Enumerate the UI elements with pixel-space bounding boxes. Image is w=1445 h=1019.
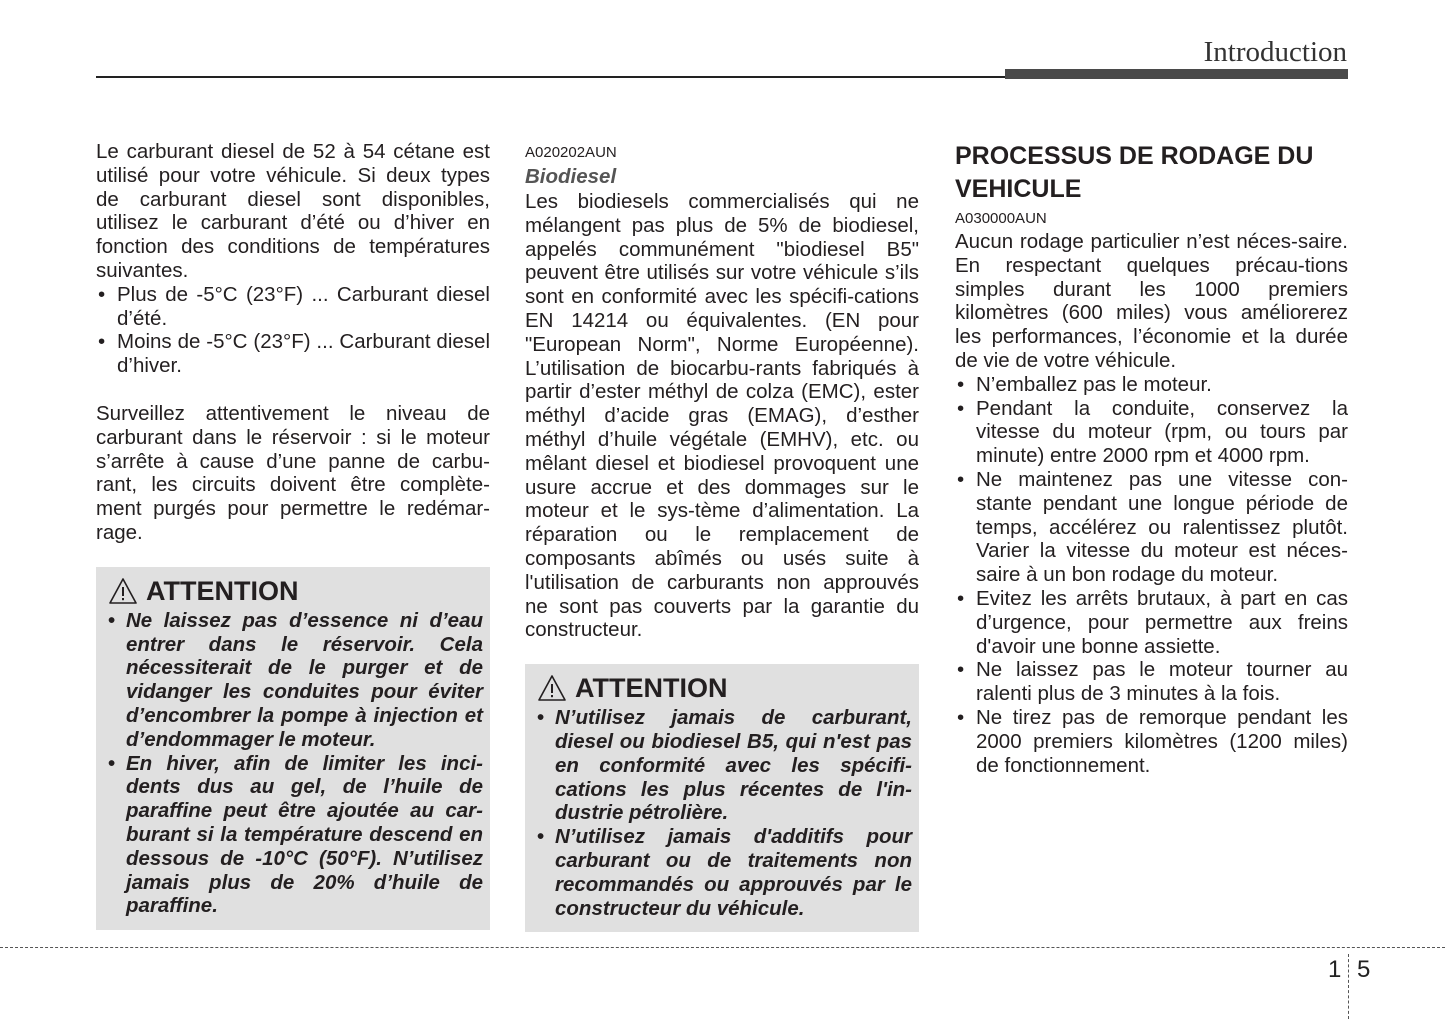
attention-title: ATTENTION: [575, 673, 728, 704]
list-item: • Ne maintenez pas une vitesse con-stante pendant une longue période de temps, accélérez ou ralentissez plutôt. Varier la vitesse du moteur est néces-saire à un bon rodage du moteur.: [955, 468, 1348, 587]
page-number-separator: [1348, 954, 1349, 1019]
column-3: [955, 140, 1348, 777]
attention-box-fuel: [96, 567, 490, 930]
reference-code: A030000AUN: [955, 210, 1047, 227]
column-2: [525, 140, 919, 932]
reference-code: A020202AUN: [525, 144, 617, 161]
fuel-level-paragraph: Surveillez attentivement le niveau de carburant dans le réservoir : si le moteur s’arrête à cause d’une panne de carbu-rant, les circuits doivent être complète-ment purgés pour permettre le redémar-rage.: [96, 401, 490, 544]
list-item: • N’emballez pas le moteur.: [955, 373, 1348, 397]
list-item: • Moins de -5°C (23°F) ... Carburant diesel d’hiver.: [96, 330, 490, 378]
break-in-list: [955, 373, 1348, 778]
biodiesel-paragraph: Les biodiesels commercialisés qui ne mélangent pas plus de 5% de biodiesel, appelés communément "biodiesel B5" peuvent être utilisés sur votre véhicule s’ils sont en conformité avec les spécifi-cations EN 14214 ou équivalentes. (EN pour "European Norm", Norme Européenne). L’utilisation de biocarbu-rants fabriqués à partir d’ester méthyl de colza (EMC), ester méthyl d’acide gras (EMAG), d’esther méthyl d’huile végétale (EMHV), etc. ou mêlant diesel et biodiesel provoquent une usure accrue et des dommages sur le moteur et le sys-tème d’alimentation. La réparation ou le remplacement de composants abîmés ou usés suite à l'utilisation de carburants non approuvés ne sont pas couverts par la garantie du constructeur.: [525, 190, 919, 642]
attention-box-biodiesel: [525, 664, 919, 932]
list-item: • En hiver, afin de limiter les inci-dents dus au gel, de l’huile de paraffine peut être ajoutée au car-burant si la température descend en dessous de -10°C (50°F). N’utilisez jamais plus de 20% d’huile de paraffine.: [104, 752, 483, 919]
section-title: PROCESSUS DE RODAGE DU VEHICULE: [955, 142, 1314, 203]
list-item: • Ne laissez pas le moteur tourner au ralenti plus de 3 minutes à la fois.: [955, 658, 1348, 706]
temperature-list: [96, 283, 490, 378]
list-item: • Plus de -5°C (23°F) ... Carburant diesel d’été.: [96, 283, 490, 331]
header-bar: [1005, 69, 1348, 79]
chapter-number: 1: [1328, 956, 1342, 983]
break-in-intro-paragraph: Aucun rodage particulier n’est néces-saire. En respectant quelques précau-tions simples durant les 1000 premiers kilomètres (600 miles) vous améliorerez les performances, l’économie et la durée de vie de votre véhicule.: [955, 230, 1348, 372]
biodiesel-subheading: Biodiesel: [525, 165, 617, 188]
list-item: • Pendant la conduite, conservez la vitesse du moteur (rpm, ou tours par minute) entre 2000 rpm et 4000 rpm.: [955, 397, 1348, 468]
list-item: • Ne laissez pas d’essence ni d’eau entrer dans le réservoir. Cela nécessiterait de le purger et de vidanger les conduites pour éviter d’encombrer la pompe à injection et d’endommager le moteur.: [104, 609, 483, 752]
footer-divider: [0, 947, 1445, 948]
warning-triangle-icon: [108, 576, 138, 606]
list-item: • N’utilisez jamais d'additifs pour carburant ou de traitements non recommandés ou approuvés par le constructeur du véhicule.: [533, 825, 912, 920]
attention-title: ATTENTION: [146, 575, 299, 606]
list-item: • Ne tirez pas de remorque pendant les 2000 premiers kilomètres (1200 miles) de fonctionnement.: [955, 706, 1348, 777]
warning-triangle-icon: [537, 673, 567, 703]
list-item: • Evitez les arrêts brutaux, à part en cas d’urgence, pour permettre aux freins d'avoir une bonne assiette.: [955, 587, 1348, 658]
column-1: [96, 140, 490, 930]
header-rule: [96, 76, 1006, 78]
list-item: • N’utilisez jamais de carburant, diesel ou biodiesel B5, qui n'est pas en conformité avec les spécifi-cations les plus récentes de l'in-dustrie pétrolière.: [533, 706, 912, 825]
diesel-intro-paragraph: Le carburant diesel de 52 à 54 cétane est utilisé pour votre véhicule. Si deux types de carburant diesel sont disponibles, utilisez le carburant d’été ou d’hiver en fonction des conditions de températures suivantes.: [96, 140, 490, 282]
page-number: 5: [1357, 956, 1371, 983]
page-header-title: Introduction: [1203, 36, 1347, 68]
